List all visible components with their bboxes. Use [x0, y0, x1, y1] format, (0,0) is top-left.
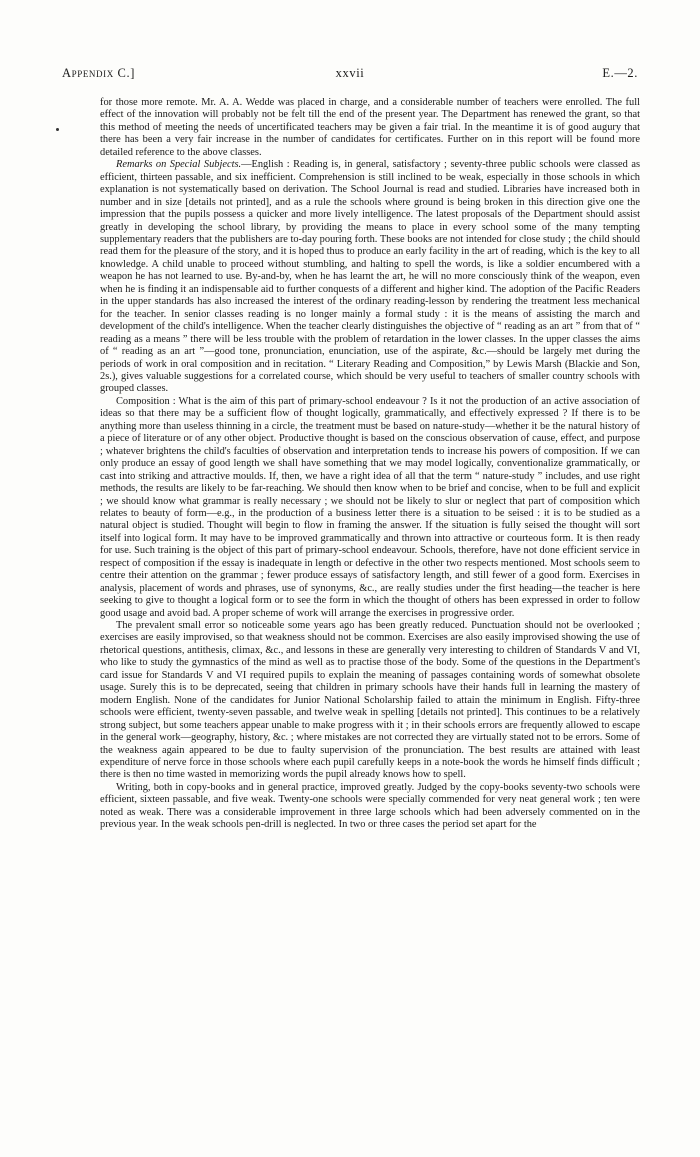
margin-dot — [56, 128, 59, 131]
paragraph-continuation — [100, 97, 640, 159]
report-body — [100, 97, 640, 832]
paragraph-text: The prevalent small error so noticeable some years ago has been greatly reduced. Punctuation should not be overlooked ; exercises are easily improvised, so that weakness should not be common. Exercises are also easily improvised showing the use of rhetorical questions, antithesis, climax, &c., and lessons in these are generally very interesting to children of Standards V and VI, who like to study the gymnastics of the mind as well as to practise those of the body. Some of the questions in the Department's card issue for Standards V and VI required pupils to explain the meaning of passages containing words of somewhat obsolete usage. Surely this is to be deprecated, seeing that children in primary schools have their hands full in learning the mastery of modern English. None of the candidates for Junior National Scholarship failed to attain the minimum in English. Fifty-three schools were efficient, twenty-seven passable, and twelve weak in spelling [details not printed]. This continues to be a relatively strong subject, but some teachers appear unable to make progress with it ; in their schools errors are frequently allowed to escape in the general work—geography, history, &c. ; where mistakes are not corrected they are virtually stated not to be errors. Some of the weakness again appeared to be due to faulty supervision of the pronunciation. The best results are attained with least expenditure of nerve force in those schools where each pupil carefully keeps in a note-book the words he himself finds difficult ; there is then no time wasted in memorizing words the pupil already knows how to spell. — [100, 620, 640, 781]
paragraph-text: —English : Reading is, in general, satisfactory ; seventy-three public schools were classed as efficient, thirteen passable, and six inefficient. Comprehension is still inclined to be weak, especially in those schools in which explanation is not systematically based on derivation. The School Journal is read and studied. Libraries have increased both in number and in size [details not printed], and as a rule the schools where ground is being broken in this direction give one the impression that the pupils possess a quicker and more lively intelligence. The latest proposals of the Department should assist greatly in developing the school library, by providing the means to place in every school some of the many tempting supplementary readers that the publishers are to-day pouring forth. These books are not intended for close study ; the child should read them for the pleasure of the story, and it is hoped thus to produce an early facility in the art of reading, which is the key to all knowledge. A child unable to proceed without stumbling, and halting to spell the words, is like a soldier encumbered with a weapon he has not learned to use. By-and-by, when he has learnt the art, he will no more consciously think of the weapon, even when he is finding it an indispensable aid to further conquests of a different and higher kind. The adoption of the Pacific Readers in the upper standards has also increased the interest of the ordinary reading-lesson by rendering the treatment less mechanical for the teacher. In senior classes reading is no longer mainly a formal study : it is the means of assisting the march and development of the child's intelligence. When the teacher clearly distinguishes the objective of “ reading as an art ” from that of “ reading as a means ” there will be less trouble with the problem of retardation in the lower classes. In the upper classes the aims of “ reading as an art ”—good tone, pronunciation, enunciation, use of the aspirate, &c.—should be largely met during the periods of work in oral composition and in recitation. “ Literary Reading and Composition,” by Lewis Marsh (Blackie and Son, 2s.), gives valuable suggestions for a correlated course, which should be very useful to teachers of smaller country schools with grouped classes. — [100, 159, 640, 395]
header-document-code: E.—2. — [602, 66, 638, 80]
section-lead: Remarks on Special Subjects. — [116, 159, 242, 171]
paragraph-text: Writing, both in copy-books and in general practice, improved greatly. Judged by the copy-books seventy-two schools were efficient, sixteen passable, and five weak. Twenty-one schools were specially commended for very neat general work ; ten were noted as weak. There was a considerable improvement in three large schools which had been adversely commented on in the previous year. In the weak schools pen-drill is neglected. In two or three cases the period set apart for the — [100, 781, 640, 831]
header-appendix-label: Appendix C.] — [62, 66, 135, 80]
page-header — [62, 66, 638, 84]
paragraph-english — [100, 159, 640, 396]
paragraph-composition — [100, 396, 640, 620]
paragraph-text: Composition : What is the aim of this part of primary-school endeavour ? Is it not the production of an active association of ideas so that there may be a sufficient flow of thought logically, grammatically, and effectively expressed ? If there is to be anything more than useless thinning in a circle, the treatment must be based on nature-study—whether it be the natural history of a piece of literature or of any other object. Productive thought is based on the conscious observation of cause, effect, and purpose ; whatever brightens the child's faculties of observation and interpretation tends to increase his powers of composition. If we can only produce an essay of good length we shall have something that we may model logically, conventionalize grammatically, or cast into striking and attractive moulds. If, then, we have a right idea of all that the term “ nature-study ” includes, and use right methods, the results are likely to be far-reaching. We should then know when to be brief and concise, when to be full and explicit ; we should know what grammar is really necessary ; we should not be likely to slur or neglect that part of composition which relates to beauty of form—e.g., in the production of a business letter there is a situation to be seised : it is to be studied as a natural object is studied. Thought will begin to flow in framing the answer. If the situation is fully seised the thought will sort itself into logical form. It may have to be improved grammatically and thrown into attractive or courteous form. It is then ready for use. Such training is the object of this part of primary-school endeavour. Schools, therefore, have not done efficient service in respect of composition if the essay is inadequate in length or defective in the other two respects mentioned. Most schools seem to centre their attention on the grammar ; fewer produce essays of satisfactory length, and still fewer of a good form. Exercises in analysis, placement of words and phrases, use of synonyms, &c., are really studies under the first heading—the teacher is here seeking to give to thought a logical form or to see the form in which the thought of others has been expressed in order to follow good usage and avoid bad. A proper scheme of work will arrange the exercises in progressive order. — [100, 395, 640, 619]
header-page-number: xxvii — [335, 66, 365, 80]
paragraph-writing — [100, 782, 640, 832]
paragraph-text: for those more remote. Mr. A. A. Wedde was placed in charge, and a considerable number of teachers were enrolled. The full effect of the innovation will probably not be felt till the end of the present year. The Department has renewed the grant, so that this method of meeting the needs of uncertificated teachers may be given a fair trial. In the meantime it is of good augury that there has been a very fair increase in the number of candidates for certificates. Further on in this report will be found more detailed reference to the above classes. — [100, 97, 640, 158]
paragraph-punctuation-spelling — [100, 620, 640, 782]
